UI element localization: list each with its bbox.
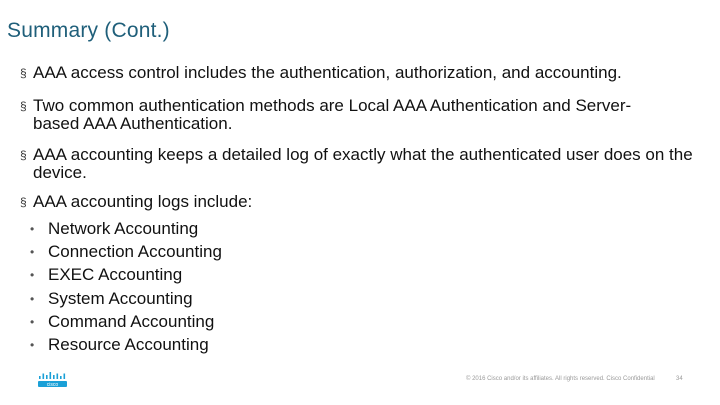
copyright-footer: © 2016 Cisco and/or its affiliates. All rights reserved. Cisco Confidential — [466, 376, 655, 382]
sub-bullet-marker: • — [30, 337, 35, 352]
sub-bullet-item — [28, 243, 222, 266]
bullet-marker: § — [20, 66, 27, 80]
bullet-text: Two common authentication methods are Local AAA Authentication and Server-based AAA Authentication. — [33, 96, 632, 133]
sub-bullet-text: Resource Accounting — [48, 334, 209, 354]
bullet-item — [20, 97, 663, 133]
sub-bullet-item — [28, 266, 222, 289]
sub-bullet-item — [28, 336, 222, 359]
bullet-marker: § — [20, 99, 27, 113]
bullet-text: AAA access control includes the authentication, authorization, and accounting. — [33, 63, 622, 82]
sub-bullet-marker: • — [30, 291, 35, 306]
sub-bullet-marker: • — [30, 268, 35, 283]
bullet-text: AAA accounting logs include: — [33, 192, 253, 211]
bullet-item — [20, 64, 622, 82]
svg-text:cisco: cisco — [46, 382, 59, 388]
sub-bullet-text: EXEC Accounting — [48, 265, 183, 285]
sub-bullet-item — [28, 220, 222, 243]
sub-bullet-text: Connection Accounting — [48, 242, 222, 262]
page-number: 34 — [676, 376, 683, 382]
sub-bullet-item — [28, 313, 222, 336]
sub-bullet-text: Command Accounting — [48, 311, 215, 331]
sub-bullet-text: Network Accounting — [48, 219, 199, 238]
slide-title: Summary (Cont.) — [7, 19, 170, 42]
sub-bullet-text: System Accounting — [48, 288, 193, 308]
bullet-item — [20, 146, 693, 182]
bullet-marker: § — [20, 148, 27, 162]
sub-bullet-marker: • — [30, 314, 35, 329]
bullet-text: AAA accounting keeps a detailed log of exactly what the authenticated user does on the device. — [33, 145, 693, 182]
bullet-item — [20, 193, 252, 211]
sub-bullet-list — [28, 220, 222, 359]
sub-bullet-item — [28, 290, 222, 313]
cisco-logo-icon — [38, 372, 68, 388]
sub-bullet-marker: • — [30, 222, 35, 236]
bullet-marker: § — [20, 195, 27, 209]
sub-bullet-marker: • — [30, 245, 35, 260]
